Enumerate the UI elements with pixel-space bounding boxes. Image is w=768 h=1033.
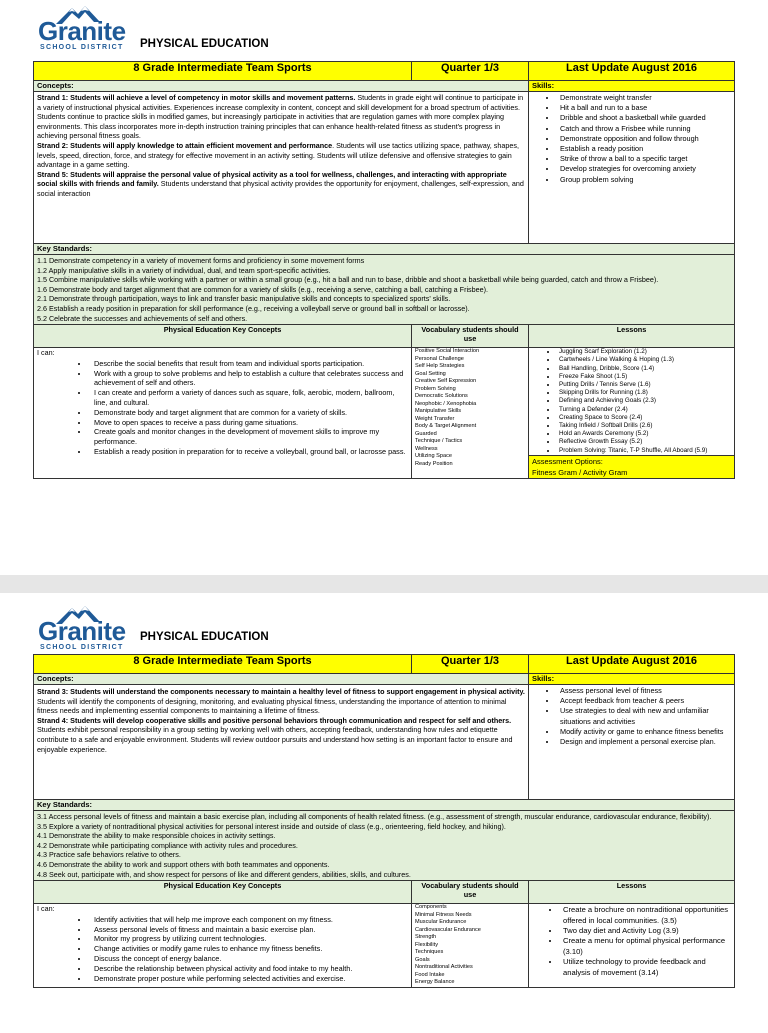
vocab-term: Muscular Endurance: [415, 919, 467, 926]
lessons-cell: [529, 904, 735, 988]
vocab-term: Manipulative Skills: [415, 408, 462, 415]
list-item: • Use strategies to deal with new and unfamiliar situations and activities: [557, 706, 734, 726]
vocab-term: Wellness: [415, 445, 438, 452]
vocab-term: Creative Self Expression: [415, 378, 477, 385]
page-title: PHYSICAL EDUCATION: [140, 631, 269, 643]
list-item: • Create a menu for optimal physical performance (3.10): [560, 936, 731, 957]
list-item: • Modify activity or game to enhance fitness benefits: [557, 727, 734, 737]
list-item: • Putting Drills / Tennis Serve (1.6): [557, 381, 734, 389]
list-item: • Skipping Drills for Running (1.8): [557, 389, 734, 397]
list-item: • Freeze Fake Shoot (1.5): [557, 373, 734, 381]
list-item: • Dribble and shoot a basketball while guarded: [557, 113, 734, 123]
standard-item: 3.1 Access personal levels of fitness and maintain a basic exercise plan, including all components of health related fitness. (e.g., assessment of strength, muscular endurance, cardiovascular endurance, flexibility).: [37, 812, 712, 821]
list-item: • Create goals and monitor changes in the development of movement skills to improve my performance.: [89, 427, 408, 447]
key-standards-list: [34, 255, 734, 324]
ican-list: [37, 359, 408, 457]
vocab-header: Vocabulary students should use: [412, 881, 529, 904]
list-item: • Assess personal level of fitness: [557, 686, 734, 696]
vocab-term: Positive Social Interaction: [415, 348, 480, 355]
vocab-cell: [412, 348, 529, 479]
vocab-term: Components: [415, 904, 447, 911]
standard-item: 2.1 Demonstrate through participation, ways to link and transfer basic manipulative skills and concepts to specialized sports' skills.: [37, 294, 451, 304]
concept-strand-3: Strand 3: Students will understand the components necessary to maintain a healthy level of fitness to support engagement in physical activity. Students will identify the components of designing, monitoring, and evaluating physical fitness, understanding the importance of attention to minimal fitness needs and implementing essential components to maintaining a lifetime of fitness.: [37, 687, 525, 716]
assessment-label: Assessment Options:: [532, 456, 603, 466]
standard-item: 1.1 Demonstrate competency in a variety of movement forms and proficiency in some movement forms: [37, 256, 365, 265]
vocab-term: Goals: [415, 956, 430, 963]
vocab-cell: [412, 904, 529, 988]
vocab-term: Technique / Tactics: [415, 438, 463, 445]
vocab-term: Democratic Solutions: [415, 393, 468, 400]
vocab-term: Food Intake: [415, 971, 445, 978]
concepts-label: Concepts:: [34, 81, 528, 92]
concept-strand-2: Strand 2: Students will apply knowledge to attain efficient movement and performance. Students will use tactics utilizing space, pathway, shapes, levels, speed, direction, force, and strategy for effective movement in an activity setting. Students will utilize defensive and offensive strategies to gain advantage in a game setting.: [37, 140, 519, 170]
logo-wordmark: Granite: [38, 16, 126, 46]
list-item: • Hit a ball and run to a base: [557, 103, 734, 113]
list-item: • Catch and throw a Frisbee while running: [557, 124, 734, 134]
vocab-list: [415, 348, 525, 468]
list-item: • Taking Infield / Softball Drills (2.6): [557, 422, 734, 430]
ican-list: [37, 915, 408, 984]
list-item: • Demonstrate proper posture while performing selected activities and exercise.: [89, 974, 408, 984]
concepts-text: [34, 685, 528, 799]
vocab-term: Neophobic / Xenophobia: [415, 400, 477, 407]
list-item: • Reflective Growth Essay (5.2): [557, 438, 734, 446]
list-item: • Create a brochure on nontraditional opportunities offered in local communities. (3.5): [560, 905, 731, 926]
lessons-header: Lessons: [529, 325, 735, 348]
list-item: • Describe the relationship between physical activity and food intake to my health.: [89, 964, 408, 974]
granite-logo: [34, 4, 132, 54]
skills-label: Skills:: [529, 674, 734, 685]
granite-logo: [34, 604, 132, 654]
skills-list: [529, 686, 734, 747]
standard-item: 2.6 Establish a ready position in preparation for skill performance (e.g., receiving a volleyball serve or ground ball in softball or lacrosse).: [37, 303, 470, 313]
vocab-term: Personal Challenge: [415, 355, 464, 362]
key-concepts-header: Physical Education Key Concepts: [34, 325, 412, 348]
page-title: PHYSICAL EDUCATION: [140, 38, 269, 50]
vocab-term: Ready Position: [415, 460, 453, 467]
vocab-term: Nontraditional Activities: [415, 964, 473, 971]
list-item: • Turning a Defender (2.4): [557, 406, 734, 414]
concept-strand-1: Strand 1: Students will achieve a level of competency in motor skills and movement patterns. Students in grade eight will continue to participate in a variety of instructional physical activities. Experiences increase complexity in content, concept and skill development for a broad spectrum of activities. Students continue to practice skills in modified games, but increasingly participate in activities that are regulation games with more complex playing environments. This class incorporates more in-depth instruction training principles that can enhance health-related fitness as student's progress in achieving personal fitness goals.: [37, 93, 524, 141]
skills-label: Skills:: [529, 81, 734, 92]
list-item: • Work with a group to solve problems and help to establish a culture that celebrates success and achievement of self and others.: [89, 369, 408, 389]
vocab-header: Vocabulary students should use: [412, 325, 529, 348]
list-item: • Establish a ready position: [557, 144, 734, 154]
vocab-term: Body & Target Alignment: [415, 423, 477, 430]
assessment-box: [529, 455, 734, 478]
lessons-header: Lessons: [529, 881, 735, 904]
list-item: • Change activities or modify game rules to enhance my fitness benefits.: [89, 944, 408, 954]
ican-label: I can:: [37, 904, 55, 914]
concept-strand-5: Strand 5: Students will appraise the personal value of physical activity as a tool for wellness, challenges, and interacting with appropriate social skills with friends and family. Students understand that physical activity provides the opportunity for enjoyment, challenges, self-expression, and social interaction: [37, 169, 524, 198]
standard-item: 1.2 Apply manipulative skills in a variety of individual, dual, and team sport-specific activities.: [37, 265, 331, 275]
vocab-term: Self Help Strategies: [415, 363, 465, 370]
standard-item: 4.1 Demonstrate the ability to make responsible choices in activity settings.: [37, 831, 276, 841]
list-item: • Identify activities that will help me improve each component on my fitness.: [89, 915, 408, 925]
vocab-term: Energy Balance: [415, 979, 455, 986]
list-item: • Demonstrate weight transfer: [557, 93, 734, 103]
list-item: • Establish a ready position in preparation for to receive a volleyball, ground ball, or lacrosse pass.: [89, 447, 408, 457]
key-standards-label: Key Standards:: [34, 800, 734, 811]
standard-item: 1.5 Combine manipulative skills while working with a partner or within a small group (e.g., hit a ball and run to base, dribble and shoot a basketball while being guarded, catch and throw a Frisbee).: [37, 275, 659, 285]
list-item: • Strike of throw a ball to a specific target: [557, 154, 734, 164]
ican-cell: [34, 904, 412, 988]
ican-cell: [34, 348, 412, 479]
logo-subtext: SCHOOL DISTRICT: [40, 44, 124, 51]
logo-wordmark: Granite: [38, 616, 126, 646]
list-item: • Describe the social benefits that result from team and individual sports participation.: [89, 359, 408, 369]
curriculum-table: [33, 61, 735, 479]
quarter-label: Quarter 1/3: [412, 655, 529, 674]
standard-item: 3.5 Explore a variety of nontraditional physical activities for personal interest inside and outside of class (e.g., orienteering, field hockey, and hiking).: [37, 821, 506, 831]
list-item: • Juggling Scarf Exploration (1.2): [557, 348, 734, 356]
concept-strand-4: Strand 4: Students will develop cooperative skills and positive personal behaviors through communication and respect for self and others. Students exhibit personal responsibility in a group setting by working well with others, accepting feedback, understanding how rules and etiquette contribute to a safe and enjoyable environment. Students will review outdoor pursuits and understand how setting is an important factor to ensure and enjoyable experience.: [37, 715, 513, 754]
list-item: • Monitor my progress by utilizing current technologies.: [89, 934, 408, 944]
curriculum-table: [33, 654, 735, 988]
list-item: • Utilize technology to provide feedback and analysis of movement (3.14): [560, 957, 731, 978]
standard-item: 5.2 Celebrate the successes and achievements of self and others.: [37, 313, 248, 323]
concepts-text: [34, 92, 528, 243]
vocab-term: Weight Transfer: [415, 415, 455, 422]
list-item: • Move to open spaces to receive a pass during game situations.: [89, 418, 408, 428]
list-item: • Ball Handling, Dribble, Score (1.4): [557, 365, 734, 373]
vocab-list: [415, 904, 525, 987]
key-standards-label: Key Standards:: [34, 244, 734, 255]
lessons-list: [532, 905, 731, 978]
vocab-term: Utilizing Space: [415, 453, 452, 460]
vocab-term: Flexibility: [415, 941, 439, 948]
concepts-label: Concepts:: [34, 674, 528, 685]
standard-item: 4.2 Demonstrate while participating compliance with activity rules and procedures.: [37, 840, 298, 850]
vocab-term: Techniques: [415, 949, 444, 956]
key-standards-cell: [34, 244, 735, 325]
list-item: • Problem Solving: Titanic, T-P Shuffle, All Aboard (5.9): [557, 447, 734, 455]
assessment-value: Fitness Gram / Activity Gram: [532, 467, 628, 477]
list-item: • Design and implement a personal exercise plan.: [557, 737, 734, 747]
key-standards-cell: [34, 800, 735, 881]
list-item: • Demonstrate opposition and follow through: [557, 134, 734, 144]
list-item: • Demonstrate body and target alignment that are common for a variety of skills.: [89, 408, 408, 418]
skills-cell: [529, 674, 735, 800]
vocab-term: Problem Solving: [415, 385, 456, 392]
vocab-term: Strength: [415, 934, 437, 941]
quarter-label: Quarter 1/3: [412, 62, 529, 81]
concepts-cell: [34, 81, 529, 244]
last-update-label: Last Update August 2016: [529, 62, 735, 81]
list-item: • Group problem solving: [557, 175, 734, 185]
list-item: • Cartwheels / Line Walking & Hoping (1.3): [557, 356, 734, 364]
skills-list: [529, 93, 734, 185]
standard-item: 4.3 Practice safe behaviors relative to others.: [37, 850, 181, 860]
list-item: • Defining and Achieving Goals (2.3): [557, 397, 734, 405]
lessons-cell: [529, 348, 735, 479]
vocab-term: Cardiovascular Endurance: [415, 926, 481, 933]
list-item: • Creating Space to Score (2.4): [557, 414, 734, 422]
logo-subtext: SCHOOL DISTRICT: [40, 644, 124, 651]
standard-item: 4.6 Demonstrate the ability to work and support others with both teammates and opponents.: [37, 859, 330, 869]
standard-item: 1.6 Demonstrate body and target alignment that are common for a variety of skills (e.g., receiving a serve, catching a ball, catching a Frisbee).: [37, 284, 489, 294]
list-item: • Discuss the concept of energy balance.: [89, 954, 408, 964]
document-page-2: [0, 593, 768, 1033]
course-title: 8 Grade Intermediate Team Sports: [34, 62, 412, 81]
vocab-term: Minimal Fitness Needs: [415, 911, 472, 918]
list-item: • Develop strategies for overcoming anxiety: [557, 164, 734, 174]
key-concepts-header: Physical Education Key Concepts: [34, 881, 412, 904]
list-item: • Assess personal levels of fitness and maintain a basic exercise plan.: [89, 925, 408, 935]
vocab-term: Guarded: [415, 430, 437, 437]
list-item: • Two day diet and Activity Log (3.9): [560, 926, 731, 936]
concepts-cell: [34, 674, 529, 800]
ican-label: I can:: [37, 348, 55, 358]
vocab-term: Goal Setting: [415, 370, 446, 377]
last-update-label: Last Update August 2016: [529, 655, 735, 674]
skills-cell: [529, 81, 735, 244]
course-title: 8 Grade Intermediate Team Sports: [34, 655, 412, 674]
list-item: • I can create and perform a variety of dances such as square, folk, aerobic, modern, ballroom, line, and cultural.: [89, 388, 408, 408]
standard-item: 4.8 Seek out, participate with, and show respect for persons of like and different genders, abilities, skills, and cultures.: [37, 869, 411, 879]
lessons-list: [529, 348, 734, 455]
key-standards-list: [34, 811, 734, 880]
list-item: • Hold an Awards Ceremony (5.2): [557, 430, 734, 438]
list-item: • Accept feedback from teacher & peers: [557, 696, 734, 706]
